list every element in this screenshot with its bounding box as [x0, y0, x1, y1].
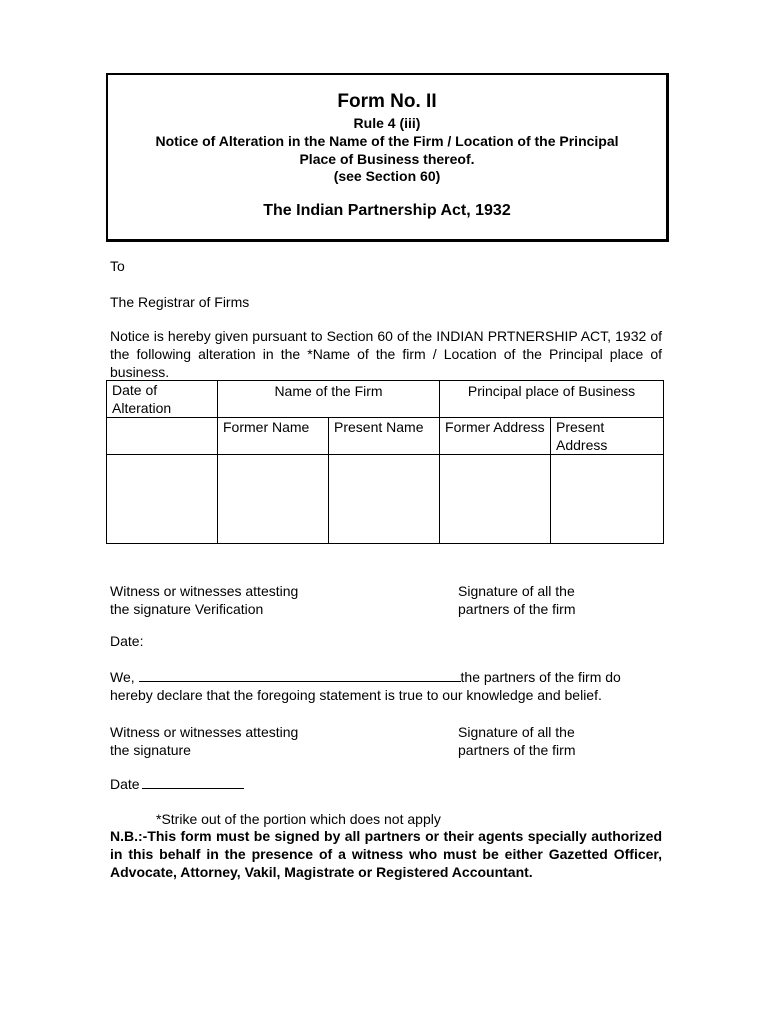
present-address-header: Present Address — [551, 418, 664, 455]
witness-1-line2: the signature Verification — [110, 601, 264, 617]
date-input-line[interactable] — [142, 775, 244, 789]
date-2-label: Date — [110, 776, 140, 792]
date-of-alteration-header: Date of Alteration — [107, 381, 218, 418]
date-label: Date: — [110, 633, 144, 649]
form-number-title: Form No. II — [337, 91, 437, 112]
rule-reference: Rule 4 (iii) — [353, 115, 421, 131]
former-name-cell[interactable] — [218, 455, 329, 544]
notice-title — [108, 132, 666, 168]
declaration — [110, 668, 662, 704]
date-of-alteration-cell[interactable] — [107, 455, 218, 544]
signature-block-2 — [458, 723, 576, 759]
present-name-cell[interactable] — [329, 455, 440, 544]
signature-2-line1: Signature of all the — [458, 724, 575, 740]
witness-block-2 — [110, 723, 298, 759]
present-name-header: Present Name — [329, 418, 440, 455]
signature-1-line1: Signature of all the — [458, 583, 575, 599]
to-label: To — [110, 258, 125, 274]
alteration-table — [106, 380, 664, 544]
declaration-suffix: the partners of the firm do — [460, 669, 621, 685]
notice-title-line2: Place of Business thereof. — [299, 151, 475, 167]
form-header-box — [106, 73, 669, 242]
nb-note: N.B.:-This form must be signed by all partners or their agents specially authorized in this behalf in the presence of a witness who must be either Gazetted Officer, Advocate, Attorney, Vakil, Magistrate or Registered Accountant. — [110, 828, 662, 880]
table-header-row — [107, 381, 664, 418]
date-field-row — [110, 775, 244, 793]
signature-2-line2: partners of the firm — [458, 742, 576, 758]
signature-1-line2: partners of the firm — [458, 601, 576, 617]
empty-subheader-cell — [107, 418, 218, 455]
notice-title-line1: Notice of Alteration in the Name of the Firm / Location of the Principal — [155, 133, 619, 149]
registrar-label: The Registrar of Firms — [110, 294, 250, 310]
notice-paragraph: Notice is hereby given pursuant to Section 60 of the INDIAN PRTNERSHIP ACT, 1932 of the following alteration in the *Name of the firm / Location of the Principal place of business. — [110, 328, 662, 380]
present-address-cell[interactable] — [551, 455, 664, 544]
declaration-line2: hereby declare that the foregoing statement is true to our knowledge and belief. — [110, 687, 602, 703]
act-title: The Indian Partnership Act, 1932 — [263, 202, 511, 219]
witness-block-1 — [110, 582, 298, 618]
strike-note: *Strike out of the portion which does not apply — [156, 811, 441, 827]
signature-block-1 — [458, 582, 576, 618]
partner-names-field[interactable] — [139, 668, 461, 682]
witness-1-line1: Witness or witnesses attesting — [110, 583, 299, 599]
table-row — [107, 455, 664, 544]
former-name-header: Former Name — [218, 418, 329, 455]
table-subheader-row — [107, 418, 664, 455]
name-of-firm-header: Name of the Firm — [218, 381, 440, 418]
principal-place-header: Principal place of Business — [440, 381, 664, 418]
section-reference: (see Section 60) — [333, 168, 441, 184]
declaration-prefix: We, — [110, 669, 135, 685]
witness-2-line1: Witness or witnesses attesting — [110, 724, 299, 740]
former-address-header: Former Address — [440, 418, 551, 455]
witness-2-line2: the signature — [110, 742, 191, 758]
former-address-cell[interactable] — [440, 455, 551, 544]
